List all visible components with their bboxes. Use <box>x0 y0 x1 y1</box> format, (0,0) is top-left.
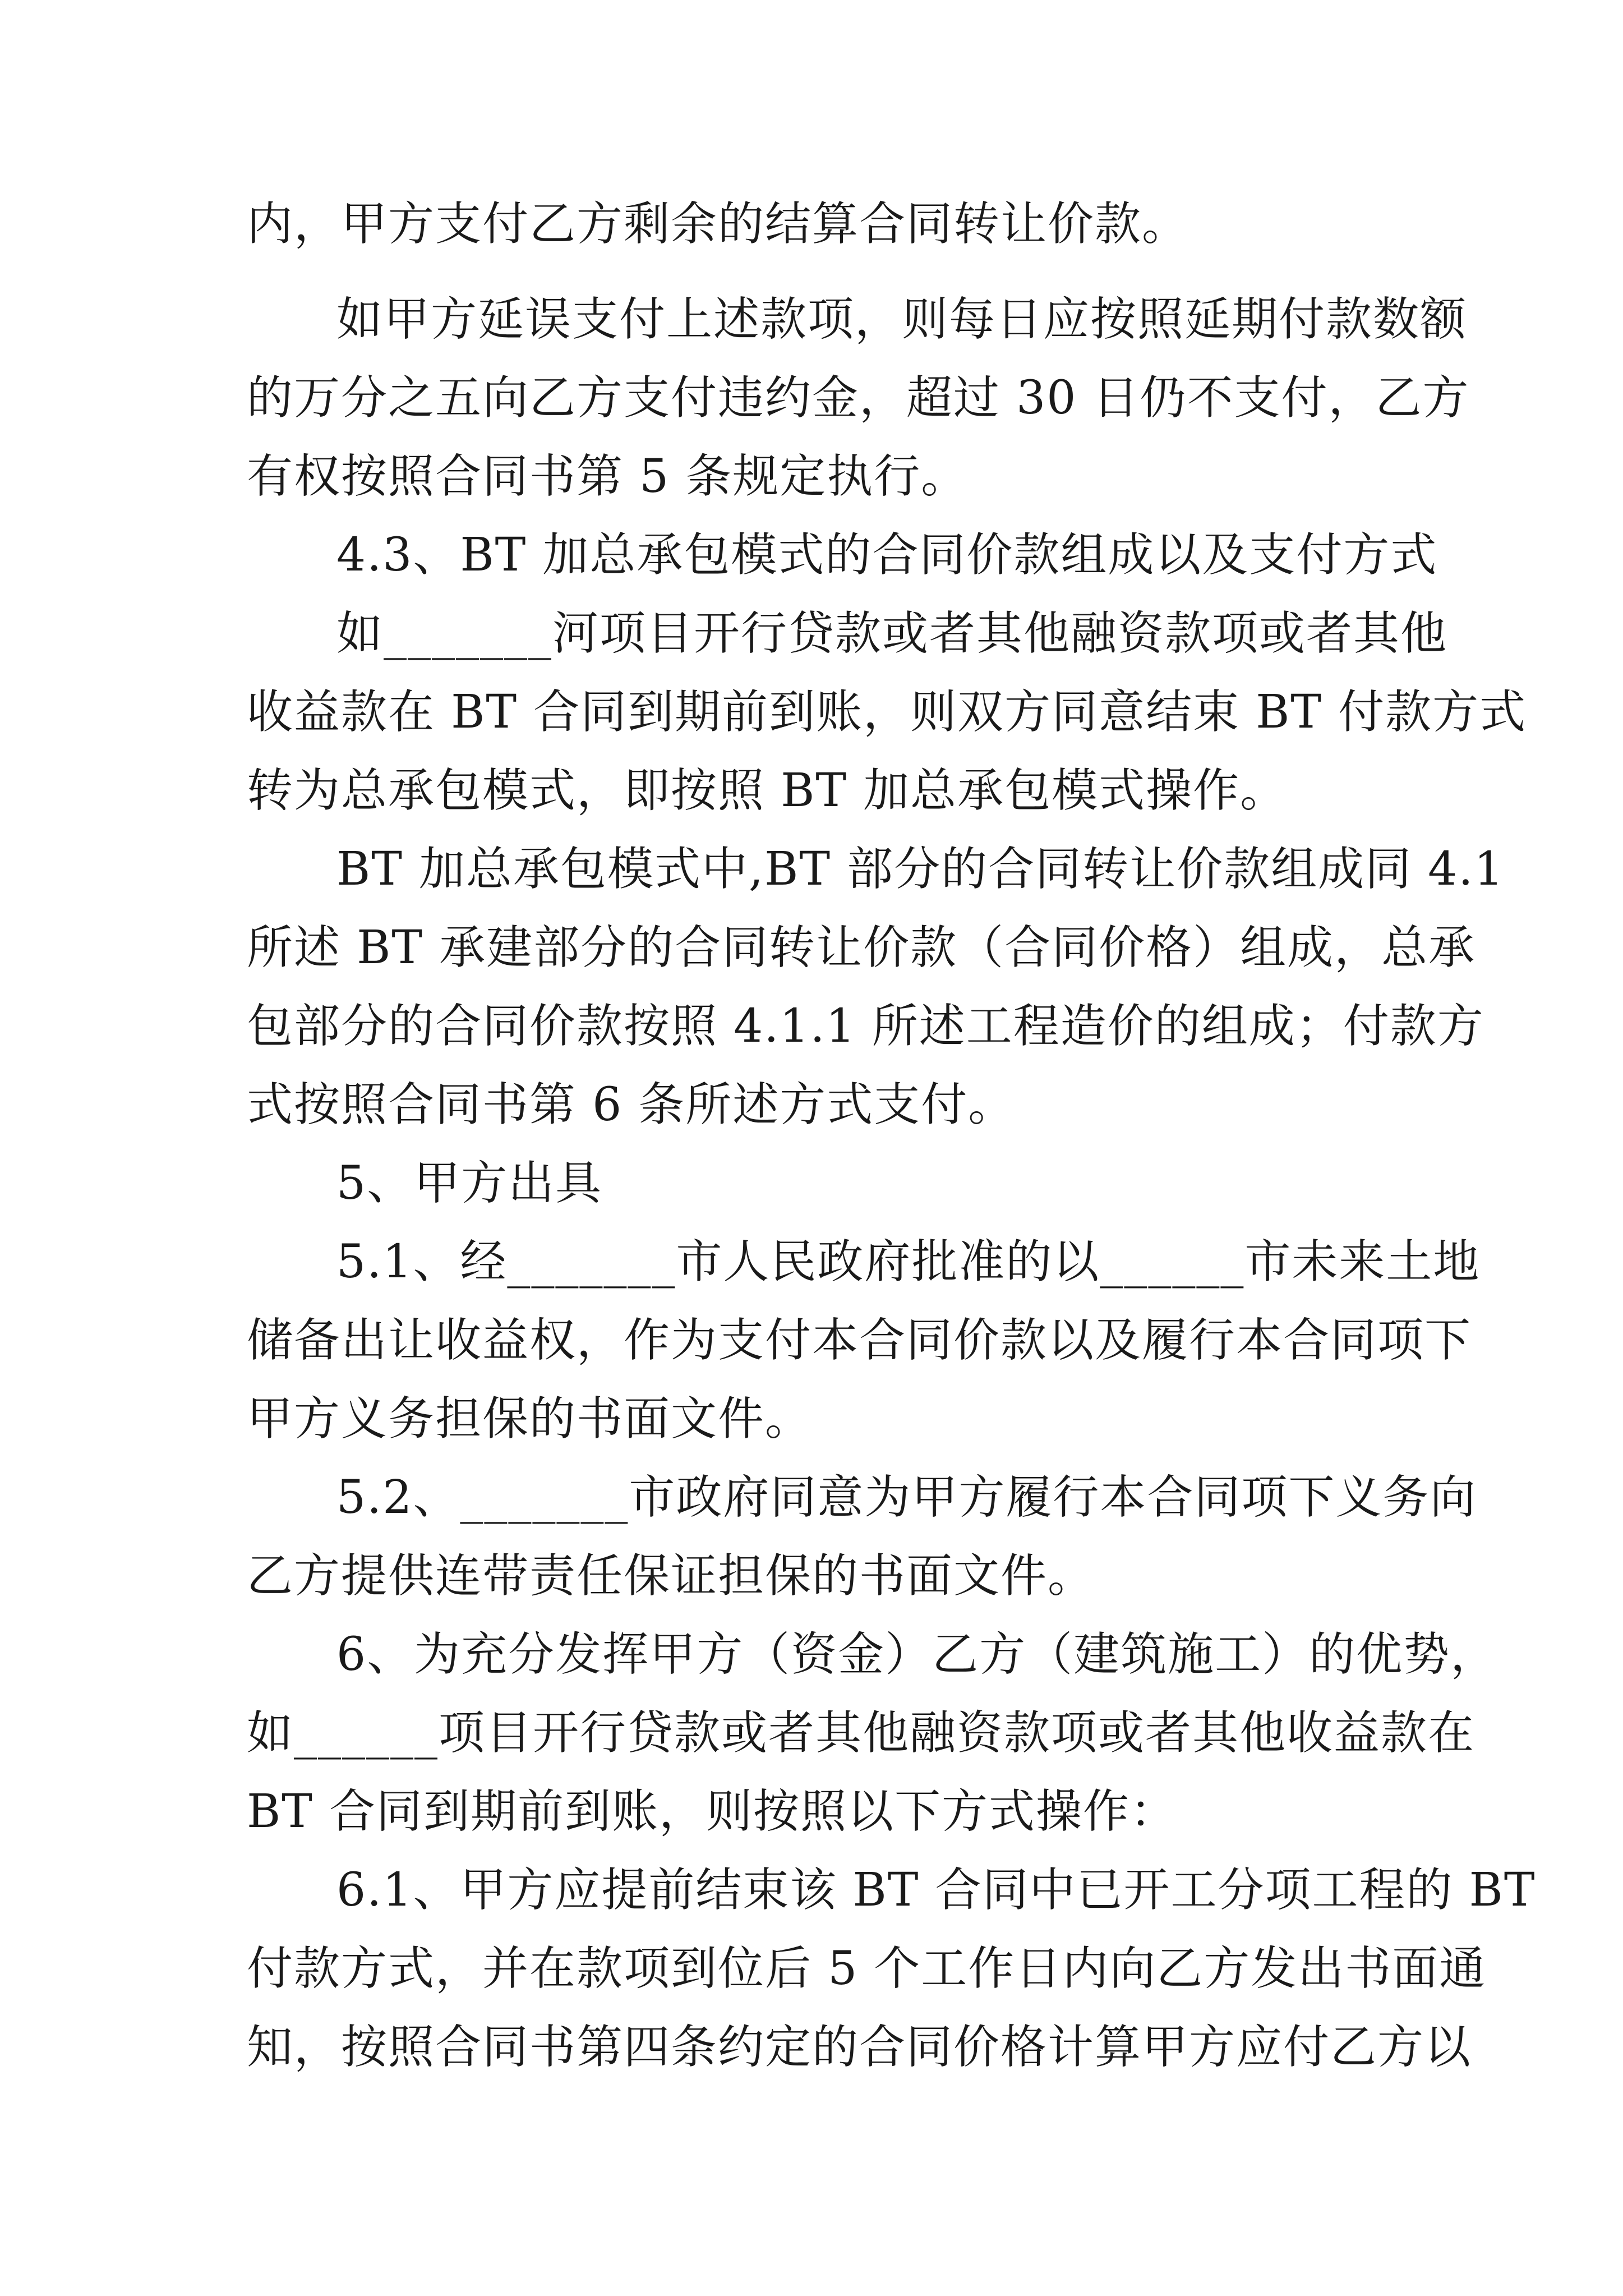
text-line: 的万分之五向乙方支付违约金，超过 30 日仍不支付，乙方 <box>247 371 1470 425</box>
text-line: BT 合同到期前到账，则按照以下方式操作： <box>247 1785 1178 1838</box>
text-line: 式按照合同书第 6 条所述方式支付。 <box>247 1078 1016 1131</box>
text-line: 如_______河项目开行贷款或者其他融资款项或者其他 <box>336 607 1448 660</box>
text-line: 转为总承包模式，即按照 BT 加总承包模式操作。 <box>247 764 1288 817</box>
text-line: 6.1、甲方应提前结束该 BT 合同中已开工分项工程的 BT <box>336 1864 1536 1917</box>
text-line: 5.1、经_______市人民政府批准的以______市未来土地 <box>336 1235 1481 1289</box>
text-line: 储备出让收益权，作为支付本合同价款以及履行本合同项下 <box>247 1314 1472 1367</box>
text-line: 包部分的合同价款按照 4.1.1 所述工程造价的组成；付款方 <box>247 1000 1484 1053</box>
text-line: 收益款在 BT 合同到期前到账，则双方同意结束 BT 付款方式 <box>247 685 1527 739</box>
text-line: 乙方提供连带责任保证担保的书面文件。 <box>247 1549 1095 1603</box>
text-line: 如甲方延误支付上述款项，则每日应按照延期付款数额 <box>336 293 1468 346</box>
text-line: 如______项目开行贷款或者其他融资款项或者其他收益款在 <box>247 1706 1476 1760</box>
text-line: BT 加总承包模式中,BT 部分的合同转让价款组成同 4.1 <box>336 843 1505 896</box>
text-line: 付款方式，并在款项到位后 5 个工作日内向乙方发出书面通 <box>247 1942 1487 1995</box>
text-line: 5.2、_______市政府同意为甲方履行本合同项下义务向 <box>336 1471 1477 1524</box>
text-line: 4.3、BT 加总承包模式的合同价款组成以及支付方式 <box>336 528 1438 582</box>
text-line: 知，按照合同书第四条约定的合同价格计算甲方应付乙方以 <box>247 2021 1472 2074</box>
text-line: 有权按照合同书第 5 条规定执行。 <box>247 450 969 503</box>
text-line: 6、为充分发挥甲方（资金）乙方（建筑施工）的优势， <box>336 1628 1498 1681</box>
section-heading: 5、甲方出具 <box>336 1157 603 1210</box>
text-line: 所述 BT 承建部分的合同转让价款（合同价格）组成，总承 <box>247 921 1476 974</box>
text-line: 内，甲方支付乙方剩余的结算合同转让价款。 <box>247 197 1189 251</box>
text-line: 甲方义务担保的书面文件。 <box>247 1392 813 1446</box>
